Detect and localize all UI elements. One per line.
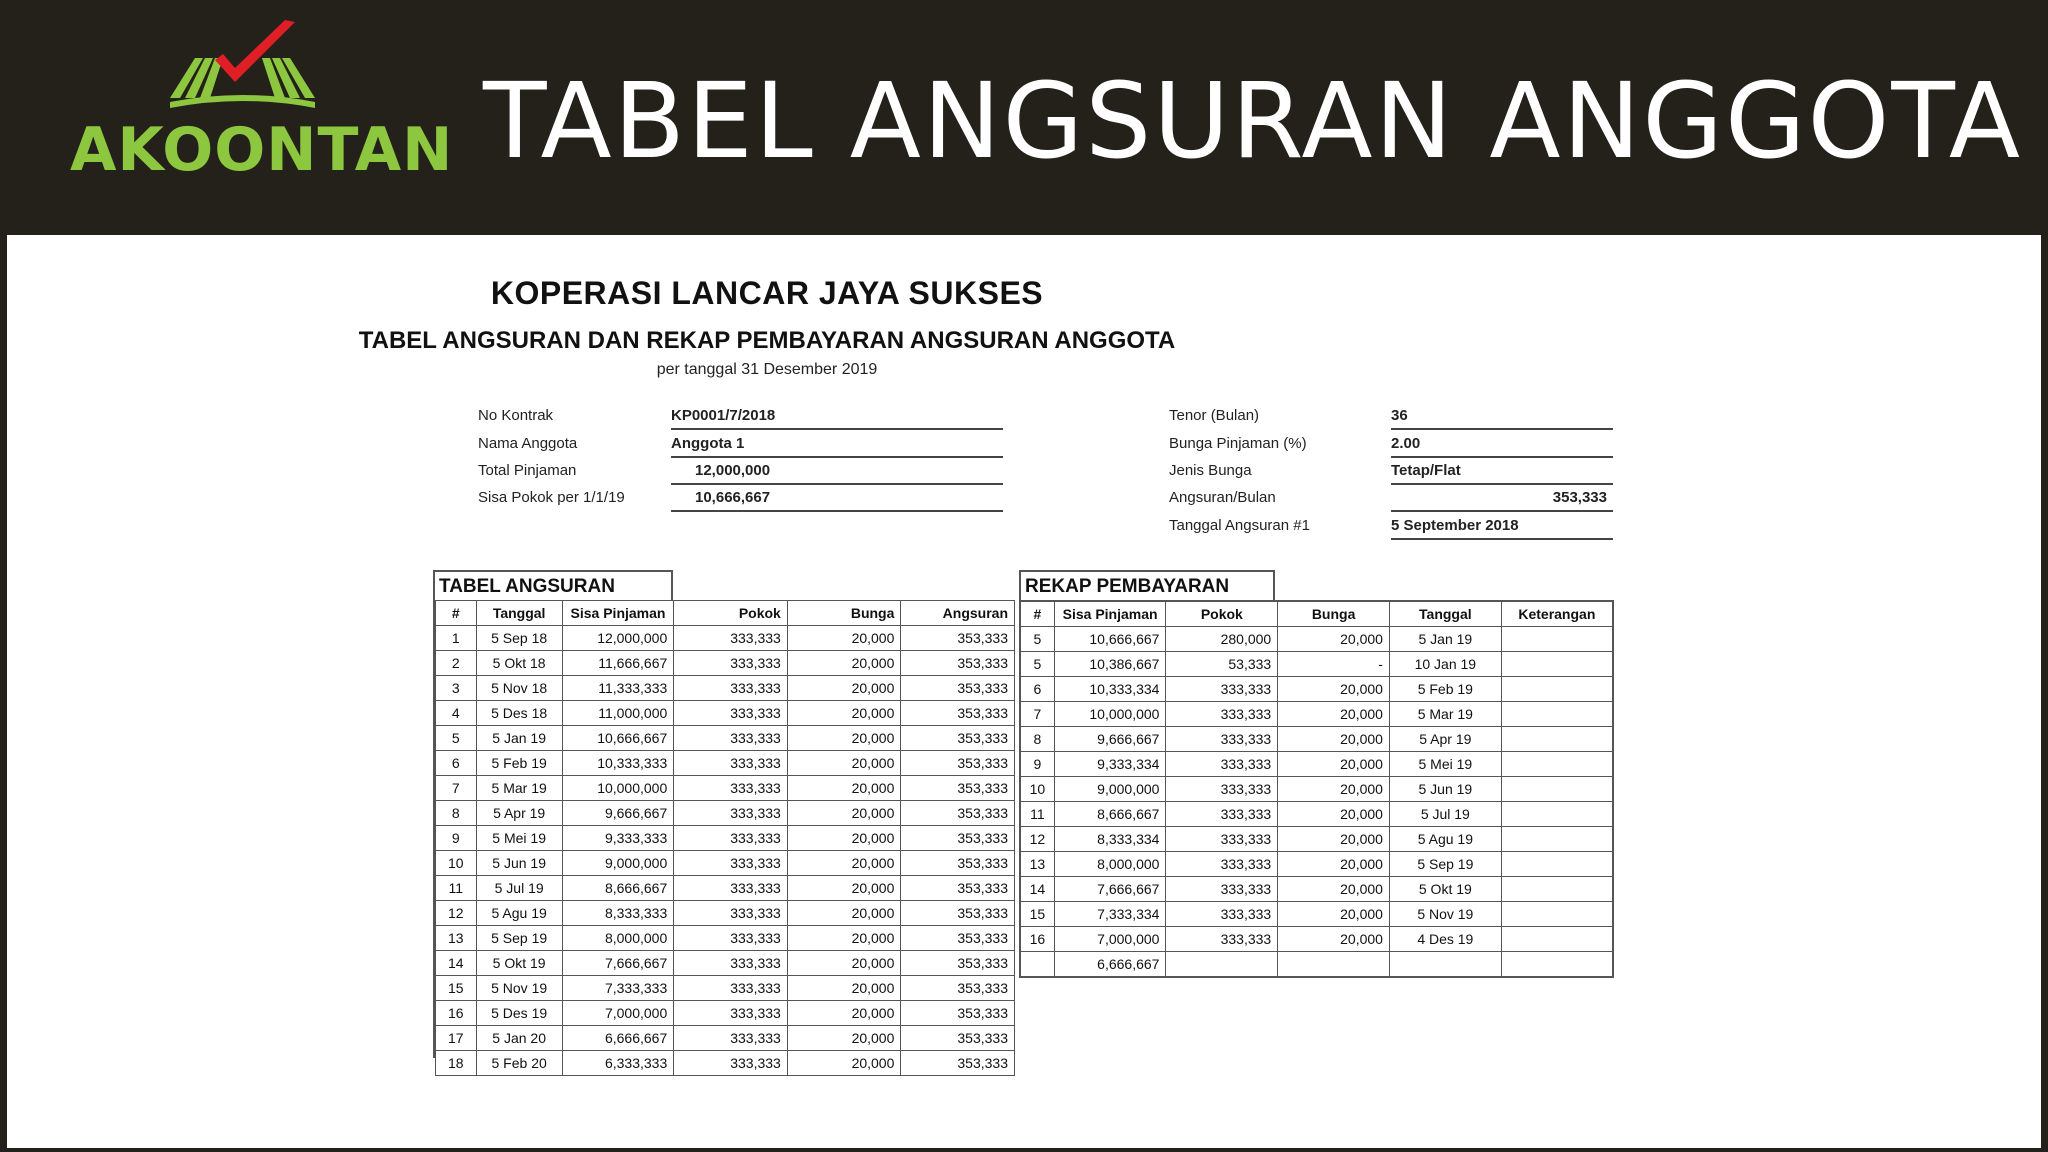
table-cell[interactable]: 5 Okt 18 — [476, 651, 562, 676]
table-row — [1020, 652, 1613, 677]
table-cell[interactable]: 333,333 — [674, 1026, 788, 1051]
table-cell[interactable]: 333,333 — [674, 701, 788, 726]
interest-rate: 2.00 — [1391, 433, 1613, 458]
table-row — [1020, 627, 1613, 652]
table-cell[interactable]: 333,333 — [1166, 727, 1278, 752]
table-cell[interactable]: 333,333 — [674, 726, 788, 751]
table-cell[interactable]: 5 Agu 19 — [476, 901, 562, 926]
table-row — [436, 626, 1015, 651]
table-row — [1020, 752, 1613, 777]
table-cell[interactable]: 353,333 — [901, 776, 1015, 801]
table-cell[interactable] — [1501, 877, 1613, 902]
table-cell[interactable] — [1501, 802, 1613, 827]
table-cell[interactable]: 333,333 — [674, 926, 788, 951]
column-header: Sisa Pinjaman — [1054, 601, 1166, 627]
table-row — [436, 826, 1015, 851]
table-cell[interactable]: 8,666,667 — [562, 876, 674, 901]
table-cell[interactable] — [1389, 952, 1501, 978]
table-cell[interactable]: 333,333 — [1166, 677, 1278, 702]
table-body — [436, 626, 1015, 1076]
table-cell[interactable]: 353,333 — [901, 1026, 1015, 1051]
table-cell[interactable]: 5 Mar 19 — [1389, 702, 1501, 727]
table-cell[interactable] — [1501, 752, 1613, 777]
table-cell[interactable]: 20,000 — [787, 1001, 901, 1026]
table-cell[interactable]: 333,333 — [674, 851, 788, 876]
table-cell[interactable]: 5 Jan 20 — [476, 1026, 562, 1051]
column-header: # — [436, 601, 477, 626]
table-cell[interactable]: 333,333 — [674, 826, 788, 851]
table-cell[interactable]: 6,666,667 — [1054, 952, 1166, 978]
table-cell[interactable]: 5 Feb 19 — [476, 751, 562, 776]
table-cell[interactable]: 10,000,000 — [1054, 702, 1166, 727]
table-cell[interactable] — [1166, 952, 1278, 978]
table-cell[interactable]: 333,333 — [674, 951, 788, 976]
company-name: KOPERASI LANCAR JAYA SUKSES — [490, 275, 1044, 311]
table-cell[interactable]: 20,000 — [787, 701, 901, 726]
table-cell[interactable]: 333,333 — [1166, 777, 1278, 802]
table-cell[interactable]: 20,000 — [787, 901, 901, 926]
member-name: Anggota 1 — [671, 433, 1003, 458]
table-cell[interactable]: 10,386,667 — [1054, 652, 1166, 677]
table-cell[interactable] — [1501, 727, 1613, 752]
table-cell[interactable]: 16 — [436, 1001, 477, 1026]
table-cell[interactable]: 20,000 — [1278, 802, 1390, 827]
contract-number: KP0001/7/2018 — [671, 405, 1003, 430]
table-cell[interactable]: - — [1278, 652, 1390, 677]
table-cell[interactable]: 10 — [1020, 777, 1054, 802]
table-cell[interactable]: 5 Mei 19 — [476, 826, 562, 851]
table-cell[interactable]: 333,333 — [1166, 752, 1278, 777]
table-cell[interactable]: 9 — [436, 826, 477, 851]
table-row — [436, 976, 1015, 1001]
info-label: Sisa Pokok per 1/1/19 — [478, 489, 625, 506]
table-cell[interactable]: 5 Mei 19 — [1389, 752, 1501, 777]
table-cell[interactable]: 353,333 — [901, 726, 1015, 751]
table-cell[interactable]: 9 — [1020, 752, 1054, 777]
table-cell[interactable]: 333,333 — [1166, 802, 1278, 827]
table-row — [1020, 827, 1613, 852]
table-cell[interactable]: 7,666,667 — [1054, 877, 1166, 902]
table-cell[interactable]: 10,333,334 — [1054, 677, 1166, 702]
table-row — [1020, 902, 1613, 927]
column-header: # — [1020, 601, 1054, 627]
table-cell[interactable]: 353,333 — [901, 626, 1015, 651]
table-cell[interactable]: 13 — [436, 926, 477, 951]
table-cell[interactable]: 353,333 — [901, 801, 1015, 826]
table-header-row — [1020, 601, 1613, 627]
table-cell[interactable]: 5 Mar 19 — [476, 776, 562, 801]
table-cell[interactable]: 20,000 — [787, 626, 901, 651]
table-cell[interactable] — [1020, 952, 1054, 978]
logo-wordmark: AKOONTAN — [70, 115, 454, 185]
column-header: Angsuran — [901, 601, 1015, 626]
info-label: Bunga Pinjaman (%) — [1169, 435, 1307, 452]
table-row — [1020, 877, 1613, 902]
table-row — [1020, 927, 1613, 952]
table-cell[interactable]: 16 — [1020, 927, 1054, 952]
column-header: Keterangan — [1501, 601, 1613, 627]
table-cell[interactable]: 353,333 — [901, 826, 1015, 851]
table-cell[interactable]: 333,333 — [674, 801, 788, 826]
table-cell[interactable]: 20,000 — [787, 926, 901, 951]
table-cell[interactable]: 10,000,000 — [562, 776, 674, 801]
table-cell[interactable]: 20,000 — [787, 776, 901, 801]
table-cell[interactable]: 20,000 — [787, 801, 901, 826]
document-title: TABEL ANGSURAN DAN REKAP PEMBAYARAN ANGSURAN ANGGOTA — [358, 327, 1176, 354]
table-cell[interactable]: 20,000 — [1278, 702, 1390, 727]
table-cell[interactable]: 7 — [1020, 702, 1054, 727]
table-row — [1020, 952, 1613, 978]
rekap-pembayaran-title: REKAP PEMBAYARAN — [1019, 570, 1275, 600]
table-cell[interactable]: 5 Nov 18 — [476, 676, 562, 701]
table-cell[interactable]: 5 Jun 19 — [1389, 777, 1501, 802]
table-cell[interactable]: 10,333,333 — [562, 751, 674, 776]
table-cell[interactable]: 353,333 — [901, 901, 1015, 926]
table-cell[interactable]: 14 — [1020, 877, 1054, 902]
table-row — [436, 901, 1015, 926]
table-cell[interactable]: 10,666,667 — [562, 726, 674, 751]
table-cell[interactable]: 353,333 — [901, 651, 1015, 676]
table-cell[interactable]: 6 — [436, 751, 477, 776]
table-cell[interactable]: 333,333 — [674, 976, 788, 1001]
table-cell[interactable]: 333,333 — [674, 776, 788, 801]
book-check-icon — [165, 20, 320, 115]
table-cell[interactable] — [1501, 852, 1613, 877]
table-row — [436, 676, 1015, 701]
column-header: Pokok — [674, 601, 788, 626]
table-cell[interactable]: 5 — [1020, 652, 1054, 677]
table-cell[interactable]: 5 Feb 19 — [1389, 677, 1501, 702]
table-cell[interactable]: 10,666,667 — [1054, 627, 1166, 652]
table-cell[interactable]: 8,000,000 — [562, 926, 674, 951]
table-cell[interactable]: 7,666,667 — [562, 951, 674, 976]
table-cell[interactable]: 20,000 — [787, 951, 901, 976]
table-cell[interactable]: 8,333,334 — [1054, 827, 1166, 852]
table-header-row — [436, 601, 1015, 626]
table-cell[interactable]: 9,666,667 — [562, 801, 674, 826]
table-cell[interactable]: 7,333,333 — [562, 976, 674, 1001]
info-label: Tenor (Bulan) — [1169, 407, 1260, 424]
table-cell[interactable]: 333,333 — [674, 1051, 788, 1076]
table-cell[interactable]: 9,000,000 — [1054, 777, 1166, 802]
table-cell[interactable]: 5 Apr 19 — [476, 801, 562, 826]
table-body — [1020, 627, 1613, 978]
table-cell[interactable]: 333,333 — [674, 876, 788, 901]
payment-recap-table — [1019, 600, 1614, 978]
table-cell[interactable]: 5 Des 18 — [476, 701, 562, 726]
table-cell[interactable]: 20,000 — [1278, 877, 1390, 902]
table-cell[interactable]: 353,333 — [901, 926, 1015, 951]
table-cell[interactable]: 20,000 — [787, 976, 901, 1001]
table-cell[interactable] — [1501, 777, 1613, 802]
table-cell[interactable]: 20,000 — [1278, 902, 1390, 927]
table-row — [436, 801, 1015, 826]
column-header: Tanggal — [1389, 601, 1501, 627]
table-cell[interactable] — [1501, 902, 1613, 927]
table-cell[interactable]: 20,000 — [1278, 777, 1390, 802]
table-cell[interactable]: 353,333 — [901, 876, 1015, 901]
table-cell[interactable]: 10 Jan 19 — [1389, 652, 1501, 677]
table-cell[interactable]: 53,333 — [1166, 652, 1278, 677]
table-cell[interactable]: 8 — [436, 801, 477, 826]
table-cell[interactable]: 353,333 — [901, 976, 1015, 1001]
table-cell[interactable]: 333,333 — [674, 626, 788, 651]
table-row — [436, 951, 1015, 976]
table-cell[interactable]: 333,333 — [674, 1001, 788, 1026]
table-cell[interactable]: 20,000 — [787, 726, 901, 751]
table-cell[interactable]: 20,000 — [787, 651, 901, 676]
table-cell[interactable]: 6,333,333 — [562, 1051, 674, 1076]
table-cell[interactable]: 5 Sep 18 — [476, 626, 562, 651]
table-row — [1020, 677, 1613, 702]
table-cell[interactable]: 5 — [1020, 627, 1054, 652]
table-cell[interactable]: 353,333 — [901, 1051, 1015, 1076]
table-cell[interactable]: 20,000 — [787, 1026, 901, 1051]
tenor-value: 36 — [1391, 405, 1613, 430]
remaining-principal: 10,666,667 — [671, 487, 1003, 512]
table-cell[interactable]: 5 Sep 19 — [1389, 852, 1501, 877]
table-cell[interactable]: 18 — [436, 1051, 477, 1076]
table-cell[interactable] — [1501, 677, 1613, 702]
table-cell[interactable]: 20,000 — [787, 826, 901, 851]
table-row — [1020, 702, 1613, 727]
total-loan: 12,000,000 — [671, 460, 1003, 485]
table-cell[interactable]: 6,666,667 — [562, 1026, 674, 1051]
table-cell[interactable]: 333,333 — [674, 751, 788, 776]
table-cell[interactable]: 5 Jan 19 — [476, 726, 562, 751]
table-cell[interactable]: 9,333,333 — [562, 826, 674, 851]
info-label: Nama Anggota — [478, 435, 578, 452]
table-cell[interactable]: 7,000,000 — [562, 1001, 674, 1026]
table-cell[interactable]: 4 — [436, 701, 477, 726]
table-row — [1020, 852, 1613, 877]
table-cell[interactable]: 20,000 — [1278, 677, 1390, 702]
table-cell[interactable]: 12,000,000 — [562, 626, 674, 651]
slide-header — [0, 0, 2048, 235]
table-cell[interactable]: 1 — [436, 626, 477, 651]
table-cell[interactable]: 333,333 — [1166, 702, 1278, 727]
table-cell[interactable]: 353,333 — [901, 851, 1015, 876]
first-installment-date: 5 September 2018 — [1391, 515, 1613, 540]
table-cell[interactable]: 333,333 — [674, 901, 788, 926]
table-cell[interactable]: 20,000 — [1278, 752, 1390, 777]
table-cell[interactable]: 11 — [1020, 802, 1054, 827]
interest-type: Tetap/Flat — [1391, 460, 1613, 485]
table-cell[interactable]: 333,333 — [1166, 877, 1278, 902]
table-cell[interactable] — [1501, 827, 1613, 852]
tabel-angsuran-title: TABEL ANGSURAN — [433, 570, 673, 600]
table-cell[interactable]: 11,666,667 — [562, 651, 674, 676]
table-cell[interactable] — [1501, 702, 1613, 727]
info-label: Jenis Bunga — [1169, 462, 1252, 479]
table-cell[interactable]: 5 Okt 19 — [1389, 877, 1501, 902]
table-cell[interactable]: 333,333 — [1166, 927, 1278, 952]
table-cell[interactable]: 20,000 — [1278, 852, 1390, 877]
table-cell[interactable]: 20,000 — [1278, 927, 1390, 952]
info-label: Total Pinjaman — [478, 462, 577, 479]
table-row — [1020, 777, 1613, 802]
table-cell[interactable]: 17 — [436, 1026, 477, 1051]
table-cell[interactable]: 20,000 — [787, 751, 901, 776]
table-cell[interactable]: 9,333,334 — [1054, 752, 1166, 777]
table-cell[interactable]: 20,000 — [787, 1051, 901, 1076]
table-cell[interactable]: 12 — [436, 901, 477, 926]
table-cell[interactable]: 4 Des 19 — [1389, 927, 1501, 952]
table-row — [436, 776, 1015, 801]
table-cell[interactable]: 353,333 — [901, 951, 1015, 976]
table-row — [436, 651, 1015, 676]
table-cell[interactable]: 5 Sep 19 — [476, 926, 562, 951]
table-cell[interactable]: 12 — [1020, 827, 1054, 852]
table-cell[interactable]: 9,666,667 — [1054, 727, 1166, 752]
installment-table — [435, 600, 1015, 1076]
document-date: per tanggal 31 Desember 2019 — [656, 361, 878, 378]
table-cell[interactable] — [1278, 952, 1390, 978]
table-cell[interactable]: 353,333 — [901, 701, 1015, 726]
table-cell[interactable]: 11,000,000 — [562, 701, 674, 726]
table-row — [436, 751, 1015, 776]
table-cell[interactable]: 333,333 — [1166, 852, 1278, 877]
info-label: No Kontrak — [478, 407, 554, 424]
table-cell[interactable] — [1501, 627, 1613, 652]
table-cell[interactable]: 333,333 — [674, 676, 788, 701]
table-cell[interactable]: 280,000 — [1166, 627, 1278, 652]
table-cell[interactable]: 5 — [436, 726, 477, 751]
table-cell[interactable]: 7,000,000 — [1054, 927, 1166, 952]
table-cell[interactable]: 11 — [436, 876, 477, 901]
table-cell[interactable]: 5 Jul 19 — [1389, 802, 1501, 827]
tabel-angsuran-scroll[interactable] — [433, 600, 1018, 1071]
table-cell[interactable]: 333,333 — [1166, 902, 1278, 927]
column-header: Bunga — [1278, 601, 1390, 627]
table-cell[interactable]: 5 Okt 19 — [476, 951, 562, 976]
table-cell[interactable]: 20,000 — [1278, 727, 1390, 752]
table-row — [436, 1001, 1015, 1026]
table-cell[interactable]: 5 Jun 19 — [476, 851, 562, 876]
table-cell[interactable]: 9,000,000 — [562, 851, 674, 876]
column-header: Tanggal — [476, 601, 562, 626]
table-cell[interactable] — [1501, 952, 1613, 978]
monthly-installment: 353,333 — [1391, 487, 1613, 512]
table-cell[interactable]: 5 Jul 19 — [476, 876, 562, 901]
spreadsheet-area — [7, 235, 2041, 1148]
table-row — [436, 1051, 1015, 1076]
table-cell[interactable]: 353,333 — [901, 751, 1015, 776]
table-cell[interactable]: 5 Agu 19 — [1389, 827, 1501, 852]
table-cell[interactable]: 353,333 — [901, 1001, 1015, 1026]
table-cell[interactable]: 8,000,000 — [1054, 852, 1166, 877]
table-cell[interactable]: 20,000 — [1278, 627, 1390, 652]
table-cell[interactable]: 2 — [436, 651, 477, 676]
table-cell[interactable]: 3 — [436, 676, 477, 701]
info-label: Angsuran/Bulan — [1169, 489, 1276, 506]
table-cell[interactable]: 353,333 — [901, 676, 1015, 701]
table-cell[interactable]: 8,333,333 — [562, 901, 674, 926]
akoontan-logo — [70, 20, 454, 185]
table-cell[interactable]: 8 — [1020, 727, 1054, 752]
table-cell[interactable]: 5 Apr 19 — [1389, 727, 1501, 752]
table-cell[interactable]: 5 Nov 19 — [1389, 902, 1501, 927]
table-cell[interactable]: 7,333,334 — [1054, 902, 1166, 927]
column-header: Pokok — [1166, 601, 1278, 627]
table-cell[interactable]: 20,000 — [787, 876, 901, 901]
contract-info-left — [478, 407, 1018, 527]
table-row — [436, 926, 1015, 951]
table-cell[interactable]: 15 — [1020, 902, 1054, 927]
table-cell[interactable]: 5 Jan 19 — [1389, 627, 1501, 652]
table-cell[interactable]: 20,000 — [1278, 827, 1390, 852]
table-row — [1020, 727, 1613, 752]
column-header: Sisa Pinjaman — [562, 601, 674, 626]
table-cell[interactable]: 14 — [436, 951, 477, 976]
table-cell[interactable]: 5 Nov 19 — [476, 976, 562, 1001]
table-cell[interactable]: 333,333 — [1166, 827, 1278, 852]
table-cell[interactable] — [1501, 927, 1613, 952]
table-row — [436, 876, 1015, 901]
table-row — [436, 701, 1015, 726]
table-cell[interactable]: 6 — [1020, 677, 1054, 702]
table-cell[interactable]: 11,333,333 — [562, 676, 674, 701]
table-cell[interactable]: 10 — [436, 851, 477, 876]
table-cell[interactable]: 13 — [1020, 852, 1054, 877]
table-cell[interactable]: 20,000 — [787, 851, 901, 876]
table-row — [1020, 802, 1613, 827]
table-row — [436, 851, 1015, 876]
table-cell[interactable]: 8,666,667 — [1054, 802, 1166, 827]
table-row — [436, 1026, 1015, 1051]
table-cell[interactable] — [1501, 652, 1613, 677]
table-row — [436, 726, 1015, 751]
column-header: Bunga — [787, 601, 901, 626]
table-cell[interactable]: 5 Feb 20 — [476, 1051, 562, 1076]
table-cell[interactable]: 5 Des 19 — [476, 1001, 562, 1026]
contract-info-right — [1169, 407, 1629, 557]
slide-title: TABEL ANGSURAN ANGGOTA — [483, 60, 2022, 182]
table-cell[interactable]: 20,000 — [787, 676, 901, 701]
table-cell[interactable]: 7 — [436, 776, 477, 801]
table-cell[interactable]: 15 — [436, 976, 477, 1001]
table-cell[interactable]: 333,333 — [674, 651, 788, 676]
info-label: Tanggal Angsuran #1 — [1169, 517, 1310, 534]
